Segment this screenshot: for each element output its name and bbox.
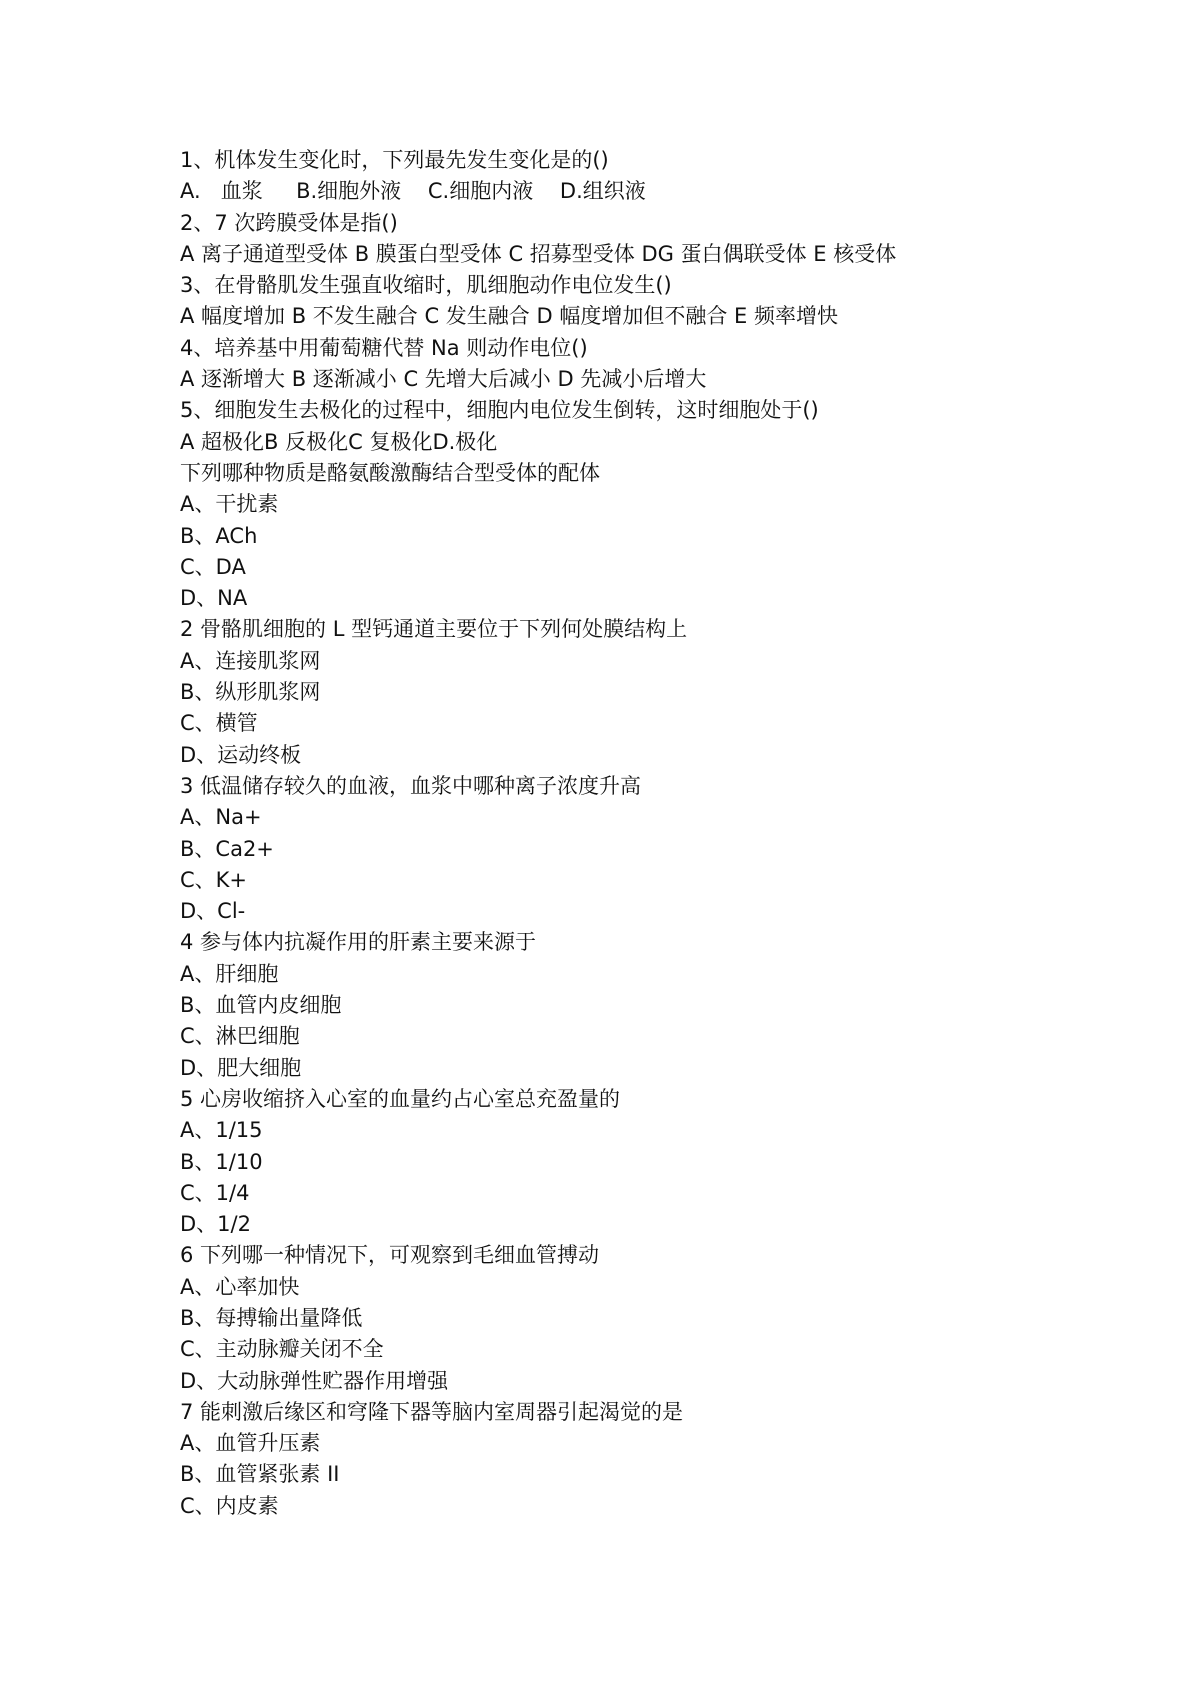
text-line: D、肥大细胞 [180,1055,302,1080]
text-line: 3、在骨骼肌发生强直收缩时，肌细胞动作电位发生() [180,273,672,298]
text-line: C、1/4 [180,1180,250,1205]
text-line: B、ACh [180,523,258,548]
text-line: 7 能刺激后缘区和穹隆下器等脑内室周器引起渴觉的是 [180,1399,684,1424]
text-line: 6 下列哪一种情况下，可观察到毛细血管搏动 [180,1243,600,1268]
text-line: A、干扰素 [180,492,279,517]
text-line: 5 心房收缩挤入心室的血量约占心室总充盈量的 [180,1086,621,1111]
text-line: A 幅度增加 B 不发生融合 C 发生融合 D 幅度增加但不融合 E 频率增快 [180,304,838,329]
text-line: 4 参与体内抗凝作用的肝素主要来源于 [180,930,537,955]
text-line: D、大动脉弹性贮器作用增强 [180,1368,449,1393]
text-line: A、连接肌浆网 [180,648,321,673]
text-line: 1、机体发生变化时，下列最先发生变化是的() [180,148,609,172]
text-line: B、每搏输出量降低 [180,1305,363,1330]
text-line: 5、细胞发生去极化的过程中，细胞内电位发生倒转，这时细胞处于() [180,398,819,423]
text-line: B、血管紧张素 II [180,1462,340,1487]
text-line: D、Cl- [180,899,246,924]
text-line: A、血管升压素 [180,1431,321,1456]
text-line: A 逐渐增大 B 逐渐减小 C 先增大后减小 D 先减小后增大 [180,367,707,392]
text-line: B、1/10 [180,1149,263,1174]
text-line: D、运动终板 [180,742,302,767]
text-line: C、K+ [180,867,248,892]
text-line: A、肝细胞 [180,961,279,986]
text-line: C、DA [180,554,246,579]
text-line: A、1/15 [180,1118,263,1143]
text-line: C、内皮素 [180,1493,279,1518]
text-line: C、主动脉瓣关闭不全 [180,1337,384,1362]
text-line: A、Na+ [180,805,262,830]
text-line: 2、7 次跨膜受体是指() [180,210,398,235]
text-line: C、淋巴细胞 [180,1024,300,1049]
document-body [180,145,1130,1522]
text-line: 3 低温储存较久的血液，血浆中哪种离子浓度升高 [180,773,642,798]
text-line: A 超极化B 反极化C 复极化D.极化 [180,429,498,454]
text-line: A. 血浆 B.细胞外液 C.细胞内液 D.组织液 [180,179,646,204]
text-line: 下列哪种物质是酪氨酸激酶结合型受体的配体 [180,460,600,485]
text-line: 2 骨骼肌细胞的 L 型钙通道主要位于下列何处膜结构上 [180,617,688,642]
text-line: B、血管内皮细胞 [180,993,342,1018]
text-line: A、心率加快 [180,1274,300,1299]
text-line: 4、培养基中用葡萄糖代替 Na 则动作电位() [180,335,588,360]
text-line: B、纵形肌浆网 [180,680,321,705]
text-line: D、NA [180,586,248,611]
text-line: B、Ca2+ [180,836,274,861]
text-line: C、横管 [180,711,258,736]
text-line: A 离子通道型受体 B 膜蛋白型受体 C 招募型受体 DG 蛋白偶联受体 E 核受体 [180,241,897,266]
text-line: D、1/2 [180,1212,251,1237]
